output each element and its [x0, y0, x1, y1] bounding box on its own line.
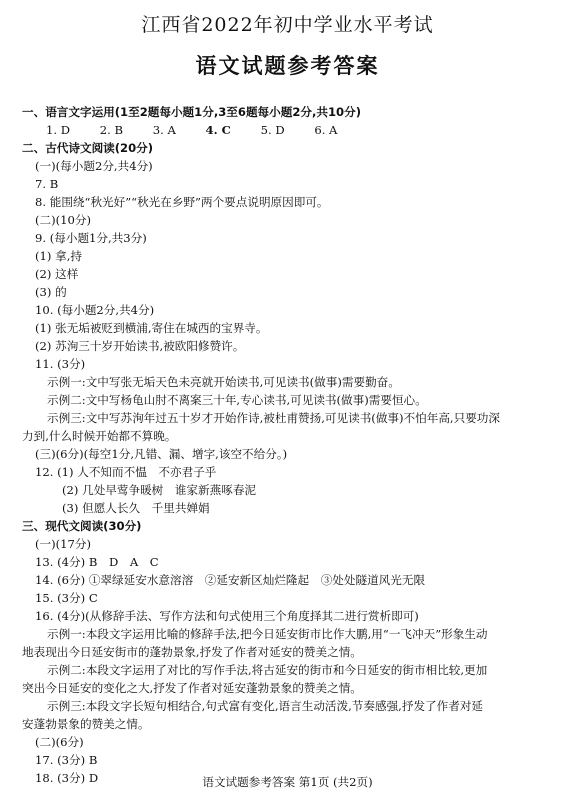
text-line: (3) 的: [35, 285, 67, 299]
text-line: 13. (4分) B D A C: [35, 555, 159, 569]
text-line: (2) 这样: [35, 267, 79, 281]
answer-2: 2. B: [99, 123, 124, 137]
text-line: 示例三:文中写苏洵年过五十岁才开始作诗,被杜甫赞扬,可见读书(做事)不怕年高,只要功深: [47, 411, 500, 425]
text-line: 7. B: [35, 177, 59, 191]
text-line: 16. (4分)(从修辞手法、写作方法和句式使用三个角度择其二进行赏析即可): [35, 609, 419, 623]
text-line: (二)(10分): [35, 213, 92, 227]
text-line: 11. (3分): [35, 357, 86, 371]
text-line: 示例三:本段文字长短句相结合,句式富有变化,语言生动活泼,节奏感强,抒发了作者对延: [47, 699, 484, 713]
section-1-heading: 一、语言文字运用(1至2题每小题1分,3至6题每小题2分,共10分): [22, 105, 362, 119]
text-line: 力到,什么时候开始都不算晚。: [22, 429, 177, 443]
text-line: (一)(每小题2分,共4分): [35, 159, 153, 173]
answer-1: 1. D: [46, 123, 71, 137]
text-line: (2) 几处早莺争暖树 谁家新燕啄春泥: [62, 483, 257, 497]
text-line: 17. (3分) B: [35, 753, 98, 767]
answer-6: 6. A: [314, 123, 338, 137]
text-line: 9. (每小题1分,共3分): [35, 231, 147, 245]
text-line: 示例一:文中写张无垢天色未亮就开始读书,可见读书(做事)需要勤奋。: [47, 375, 400, 389]
text-line: 10. (每小题2分,共4分): [35, 303, 155, 317]
text-line: (一)(17分): [35, 537, 92, 551]
text-line: 示例二:本段文字运用了对比的写作手法,将古延安的街市和今日延安的街市相比较,更加: [47, 663, 488, 677]
text-line: (二)(6分): [35, 735, 84, 749]
text-line: 14. (6分) ①翠绿延安水意溶溶 ②延安新区灿烂隆起 ③处处隧道风光无限: [35, 573, 426, 587]
document-title: 语文试题参考答案: [195, 54, 380, 78]
text-line: 12. (1) 人不知而不愠 不亦君子乎: [35, 465, 217, 479]
text-line: 突出今日延安的变化之大,抒发了作者对延安蓬勃景象的赞美之情。: [22, 681, 362, 695]
text-line: 示例二:文中写杨龟山肘不离案三十年,专心读书,可见读书(做事)需要恒心。: [47, 393, 427, 407]
section-1-answers: [46, 121, 363, 139]
text-line: 示例一:本段文字运用比喻的修辞手法,把今日延安街市比作大鹏,用“一飞冲天”形象生动: [47, 627, 488, 641]
text-line: 安蓬勃景象的赞美之情。: [22, 717, 150, 731]
text-line: 15. (3分) C: [35, 591, 98, 605]
text-line: 18. (3分) D: [35, 771, 99, 785]
text-line: (3) 但愿人长久 千里共婵娟: [62, 501, 210, 515]
text-line: 地表现出今日延安街市的蓬勃景象,抒发了作者对延安的赞美之情。: [22, 645, 362, 659]
text-line: (三)(6分)(每空1分,凡错、漏、增字,该空不给分。): [35, 447, 288, 461]
exam-title: 江西省2022年初中学业水平考试: [141, 14, 434, 36]
section-3-heading: 三、现代文阅读(30分): [22, 519, 142, 533]
answer-4: 4. C: [205, 123, 231, 137]
text-line: (2) 苏洵三十岁开始读书,被欧阳修赞许。: [35, 339, 245, 353]
text-line: (1) 拿,持: [35, 249, 82, 263]
section-2-heading: 二、古代诗文阅读(20分): [22, 141, 154, 155]
text-line: 8. 能围绕“秋光好”“秋光在乡野”两个要点说明原因即可。: [35, 195, 329, 209]
answer-3: 3. A: [152, 123, 176, 137]
text-line: (1) 张无垢被贬到横浦,寄住在城西的宝界寺。: [35, 321, 268, 335]
page-footer: 语文试题参考答案 第1页 (共2页): [202, 775, 373, 789]
answer-5: 5. D: [260, 123, 285, 137]
